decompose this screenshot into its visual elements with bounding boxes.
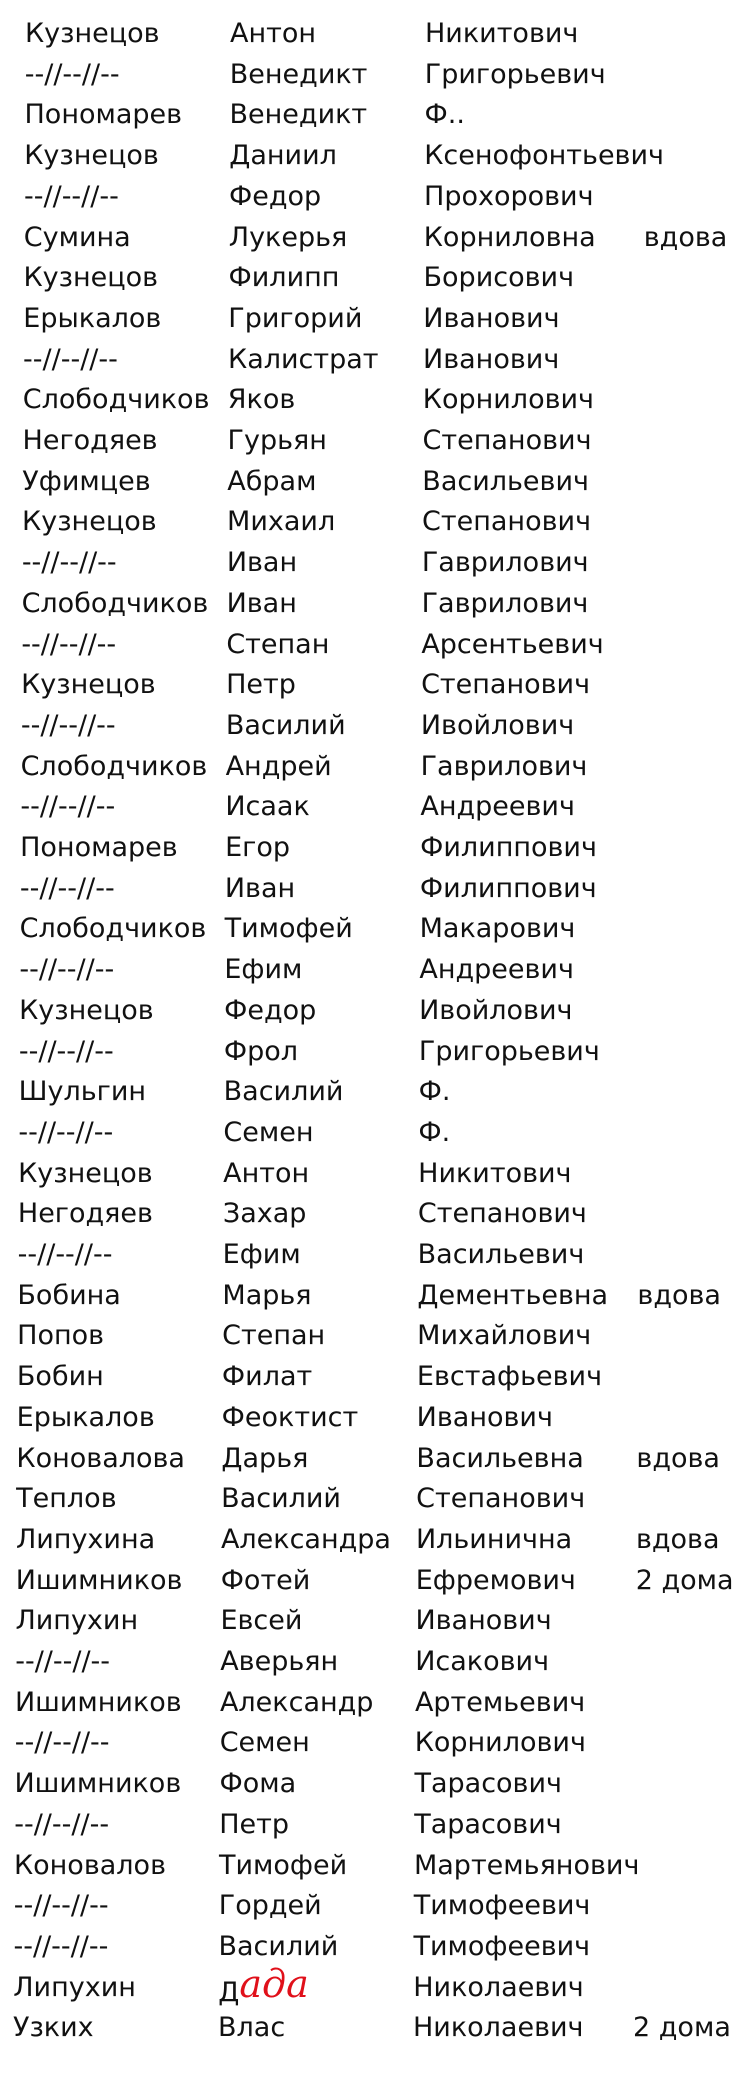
surname-cell: Теплов <box>16 1483 117 1515</box>
surname-cell: Шульгин <box>18 1076 147 1108</box>
list-row <box>19 1072 750 1112</box>
patronymic-cell: Гаврилович <box>421 547 589 579</box>
given-name-text: Фрол <box>223 1035 299 1067</box>
given-name-cell <box>226 706 346 746</box>
surname-cell: --//--//-- <box>13 1930 109 1962</box>
patronymic-cell: Иванович <box>423 343 560 375</box>
given-name-cell <box>224 950 302 990</box>
note-cell: вдова <box>635 1523 720 1555</box>
list-row <box>24 136 750 176</box>
given-name-cell <box>226 665 296 705</box>
given-name-text: Григорий <box>228 302 363 334</box>
list-row <box>17 1398 750 1438</box>
given-name-text: Даниил <box>229 140 337 172</box>
given-name-text: Иван <box>224 872 296 904</box>
surname-cell: Пономарев <box>24 99 183 131</box>
list-row <box>18 1113 750 1153</box>
surname-cell: --//--//-- <box>14 1727 110 1759</box>
given-name-cell <box>226 625 329 665</box>
given-name-text: Гурьян <box>227 425 327 456</box>
handwritten-correction: ада <box>239 1961 309 2006</box>
given-name-text: Аверьян <box>220 1646 339 1677</box>
surname-cell: Кузнецов <box>18 1157 153 1189</box>
surname-cell: --//--//-- <box>13 1890 109 1922</box>
given-name-text: Степан <box>222 1320 326 1352</box>
given-name-cell <box>221 1479 341 1519</box>
given-name-cell <box>224 1072 344 1112</box>
surname-cell: Бобин <box>16 1361 104 1393</box>
given-name-cell <box>222 1276 311 1316</box>
given-name-cell <box>220 1683 374 1723</box>
given-name-text: Фома <box>219 1768 297 1800</box>
patronymic-cell: Тимофеевич <box>413 1930 591 1962</box>
list-row <box>14 1764 750 1804</box>
patronymic-cell: Григорьевич <box>424 58 606 90</box>
list-row <box>14 1886 750 1926</box>
patronymic-cell: Тарасович <box>414 1808 562 1840</box>
surname-cell: Липухин <box>13 1971 136 2003</box>
list-row <box>13 1961 750 2008</box>
list-row <box>23 340 750 380</box>
list-row <box>15 1642 750 1682</box>
given-name-cell <box>222 1398 359 1438</box>
given-name-text: Андрей <box>225 750 332 782</box>
surname-cell: --//--//-- <box>21 547 117 579</box>
patronymic-cell: Степанович <box>417 1198 587 1230</box>
given-name-text: Василий <box>223 1076 344 1108</box>
given-name-cell <box>222 1316 325 1356</box>
patronymic-cell: Степанович <box>422 506 592 538</box>
given-name-text: Василий <box>225 709 346 741</box>
list-row <box>16 1561 750 1601</box>
patronymic-cell: Артемьевич <box>414 1686 586 1718</box>
patronymic-cell: Ивойлович <box>420 709 575 741</box>
patronymic-cell: Иванович <box>423 302 560 334</box>
given-name-cell <box>224 991 316 1031</box>
given-name-cell <box>225 869 295 909</box>
given-name-text: Степан <box>226 628 330 660</box>
patronymic-cell: Васильевич <box>422 465 589 497</box>
surname-cell: Коновалова <box>16 1442 185 1474</box>
list-row <box>14 1805 750 1845</box>
surname-cell: --//--//-- <box>19 954 115 986</box>
given-name-text: Яков <box>227 384 296 416</box>
given-name-text: Лукерья <box>228 221 348 253</box>
list-row <box>25 95 750 135</box>
list-row <box>21 665 750 705</box>
given-name-text: Филат <box>221 1361 313 1393</box>
list-row <box>19 950 750 990</box>
given-name-cell <box>220 1601 302 1641</box>
given-name-cell <box>219 1846 347 1886</box>
list-row <box>21 625 750 665</box>
given-name-text: Антон <box>223 1157 310 1189</box>
patronymic-cell: Ильинична <box>415 1523 573 1555</box>
list-row <box>23 380 750 420</box>
surname-cell: Ишимников <box>15 1564 183 1596</box>
patronymic-cell: Степанович <box>422 425 592 456</box>
list-row <box>25 14 750 54</box>
surname-cell: Бобина <box>17 1279 121 1311</box>
given-name-cell <box>227 502 335 542</box>
surname-cell: Попов <box>17 1320 105 1352</box>
list-row <box>25 55 750 95</box>
surname-cell: Кузнецов <box>19 994 154 1026</box>
patronymic-cell: Ф. <box>418 1076 451 1108</box>
given-name-cell <box>230 14 316 54</box>
patronymic-cell: Никитович <box>425 18 579 49</box>
list-row <box>13 1927 750 1967</box>
list-row <box>19 1032 750 1072</box>
given-name-text: Д <box>218 1976 240 2008</box>
list-row <box>17 1276 750 1316</box>
surname-cell: Кузнецов <box>25 18 160 49</box>
given-name-text: Александра <box>220 1523 391 1555</box>
patronymic-cell: Васильевна <box>416 1442 584 1474</box>
surname-cell: Узких <box>13 2012 94 2044</box>
note-cell: 2 дома <box>635 1564 734 1596</box>
patronymic-cell: Корнилович <box>422 384 594 416</box>
given-name-text: Венедикт <box>229 58 368 90</box>
given-name-text: Тимофей <box>224 913 353 945</box>
given-name-cell <box>220 1723 310 1763</box>
given-name-text: Иван <box>226 547 298 579</box>
list-row <box>19 991 750 1031</box>
list-row <box>18 1194 750 1234</box>
patronymic-cell: Андреевич <box>419 954 574 986</box>
surname-cell: --//--//-- <box>14 1808 110 1840</box>
note-cell: вдова <box>636 1442 720 1474</box>
given-name-text: Венедикт <box>229 99 368 131</box>
given-name-text: Федор <box>224 994 317 1026</box>
patronymic-cell: Андреевич <box>420 791 575 823</box>
list-row <box>23 421 750 461</box>
given-name-text: Семен <box>219 1727 310 1759</box>
surname-cell: --//--//-- <box>20 791 116 823</box>
patronymic-cell: Иванович <box>416 1401 553 1433</box>
given-name-text: Исаак <box>225 791 310 823</box>
given-name-cell <box>219 1886 322 1926</box>
given-name-text: Гордей <box>218 1890 322 1922</box>
given-name-cell <box>226 747 332 787</box>
patronymic-cell: Григорьевич <box>418 1035 600 1067</box>
surname-cell: --//--//-- <box>19 872 115 904</box>
list-row <box>16 1439 750 1479</box>
given-name-cell <box>223 1113 313 1153</box>
list-row <box>16 1479 750 1519</box>
patronymic-cell: Дементьевна <box>417 1279 609 1311</box>
patronymic-cell: Ефремович <box>415 1564 576 1596</box>
list-row <box>24 218 750 258</box>
patronymic-cell: Прохорович <box>424 180 594 212</box>
patronymic-cell: Корниловна <box>423 221 596 253</box>
patronymic-cell: Филиппович <box>420 832 597 863</box>
given-name-text: Антон <box>230 18 317 49</box>
list-row <box>20 909 750 949</box>
surname-cell: Липухина <box>15 1523 156 1555</box>
given-name-text: Василий <box>221 1483 341 1515</box>
given-name-text: Калистрат <box>228 343 379 375</box>
surname-cell: Ишимников <box>14 1686 182 1718</box>
note-cell: 2 дома <box>633 2012 731 2044</box>
given-name-text: Феоктист <box>221 1401 359 1433</box>
list-row <box>18 1154 750 1194</box>
patronymic-cell: Тимофеевич <box>413 1890 591 1922</box>
given-name-cell <box>228 421 327 461</box>
list-row <box>22 584 750 624</box>
surname-cell: Слободчиков <box>19 913 207 945</box>
patronymic-cell: Николаевич <box>413 1971 584 2003</box>
given-name-cell <box>225 787 309 827</box>
given-name-cell <box>219 1805 289 1845</box>
list-row <box>14 1846 750 1886</box>
given-name-text: Семен <box>223 1116 314 1148</box>
given-name-cell <box>221 1520 391 1560</box>
given-name-text: Филипп <box>228 262 340 294</box>
patronymic-cell: Ф. <box>418 1116 451 1148</box>
given-name-cell <box>218 1927 338 1967</box>
surname-cell: --//--//-- <box>24 58 120 90</box>
list-row <box>13 2008 750 2048</box>
given-name-cell <box>218 1961 309 2013</box>
surname-cell: Кузнецов <box>22 506 157 538</box>
list-row <box>15 1723 750 1763</box>
list-row <box>24 258 750 298</box>
patronymic-cell: Никитович <box>418 1157 572 1189</box>
surname-cell: Липухин <box>15 1605 139 1637</box>
surname-cell: Кузнецов <box>21 669 156 701</box>
surname-cell: Ишимников <box>14 1768 182 1800</box>
given-name-cell <box>220 1642 338 1682</box>
surname-cell: --//--//-- <box>18 1035 114 1067</box>
given-name-cell <box>221 1439 308 1479</box>
given-name-text: Тимофей <box>218 1849 348 1881</box>
given-name-cell <box>224 1032 298 1072</box>
given-name-cell <box>222 1357 312 1397</box>
given-name-cell <box>229 218 348 258</box>
given-name-text: Егор <box>225 832 290 863</box>
given-name-text: Дарья <box>221 1442 309 1474</box>
list-row <box>15 1601 750 1641</box>
given-name-cell <box>223 1235 301 1275</box>
patronymic-cell: Степанович <box>421 669 591 701</box>
given-name-cell <box>227 543 297 583</box>
given-name-cell <box>228 340 379 380</box>
surname-cell: Слободчиков <box>22 384 210 416</box>
surname-cell: Коновалов <box>13 1849 166 1881</box>
given-name-text: Александр <box>219 1686 374 1718</box>
given-name-cell <box>227 462 316 502</box>
list-row <box>20 869 750 909</box>
surname-cell: Пономарев <box>20 832 178 863</box>
surname-cell: Уфимцев <box>22 465 151 497</box>
patronymic-cell: Николаевич <box>413 2012 584 2044</box>
patronymic-cell: Корнилович <box>414 1727 586 1759</box>
given-name-text: Влас <box>218 2012 286 2044</box>
given-name-text: Михаил <box>227 506 336 538</box>
note-cell: вдова <box>643 221 728 253</box>
list-row <box>22 502 750 542</box>
given-name-cell <box>218 2008 285 2048</box>
patronymic-cell: Степанович <box>416 1483 586 1515</box>
patronymic-cell: Исакович <box>415 1646 550 1677</box>
list-row <box>21 706 750 746</box>
list-row <box>17 1316 750 1356</box>
given-name-cell <box>230 55 368 95</box>
patronymic-cell: Арсентьевич <box>421 628 604 660</box>
given-name-cell <box>228 299 362 339</box>
given-name-text: Петр <box>226 669 296 701</box>
surname-cell: Слободчиков <box>21 587 209 619</box>
surname-cell: --//--//-- <box>24 180 119 212</box>
surname-cell: Ерыкалов <box>16 1401 155 1433</box>
surname-cell: Негодяев <box>17 1198 153 1230</box>
given-name-cell <box>229 136 337 176</box>
surname-cell: Сумина <box>23 221 131 253</box>
list-row <box>23 299 750 339</box>
patronymic-cell: Михайлович <box>417 1320 592 1352</box>
given-name-cell <box>221 1561 311 1601</box>
given-name-text: Федор <box>229 180 322 212</box>
given-name-text: Евсей <box>220 1605 303 1637</box>
given-name-cell <box>229 258 340 298</box>
given-name-cell <box>229 177 321 217</box>
given-name-text: Фотей <box>220 1564 311 1596</box>
given-name-cell <box>223 1194 307 1234</box>
list-row <box>24 177 750 217</box>
surname-cell: Кузнецов <box>24 140 159 172</box>
list-row <box>18 1235 750 1275</box>
list-row <box>22 543 750 583</box>
patronymic-cell: Борисович <box>423 262 575 294</box>
given-name-cell <box>228 380 296 420</box>
surname-cell: --//--//-- <box>20 709 116 741</box>
list-row <box>17 1357 750 1397</box>
patronymic-cell: Евстафьевич <box>416 1361 603 1393</box>
given-name-cell <box>227 584 297 624</box>
given-name-cell <box>225 909 353 949</box>
patronymic-cell: Гаврилович <box>420 750 588 782</box>
given-name-cell <box>225 828 290 868</box>
patronymic-cell: Ксенофонтьевич <box>424 140 664 172</box>
given-name-text: Ефим <box>224 954 303 986</box>
surname-cell: --//--//-- <box>17 1239 113 1270</box>
surname-cell: Негодяев <box>22 425 158 456</box>
list-row <box>20 828 750 868</box>
surname-cell: --//--//-- <box>23 343 118 375</box>
list-row <box>22 462 750 502</box>
surname-cell: --//--//-- <box>15 1646 111 1677</box>
given-name-cell <box>223 1154 309 1194</box>
given-name-text: Ефим <box>222 1239 301 1270</box>
surname-cell: Слободчиков <box>20 750 208 782</box>
surname-cell: Кузнецов <box>23 262 159 294</box>
patronymic-cell: Ивойлович <box>419 994 573 1026</box>
given-name-text: Иван <box>226 587 297 619</box>
given-name-text: Петр <box>219 1808 289 1840</box>
patronymic-cell: Филиппович <box>419 872 597 904</box>
patronymic-cell: Тарасович <box>414 1768 562 1800</box>
patronymic-cell: Иванович <box>415 1605 552 1637</box>
patronymic-cell: Гаврилович <box>421 587 589 619</box>
list-row <box>21 747 750 787</box>
patronymic-cell: Васильевич <box>417 1239 585 1270</box>
patronymic-cell: Ф.. <box>424 99 465 131</box>
list-row <box>20 787 750 827</box>
surname-cell: --//--//-- <box>18 1116 114 1148</box>
patronymic-cell: Макарович <box>419 913 576 945</box>
list-row <box>15 1683 750 1723</box>
surname-cell: --//--//-- <box>21 628 117 660</box>
given-name-text: Абрам <box>227 465 317 497</box>
note-cell: вдова <box>637 1279 721 1311</box>
list-row <box>16 1520 750 1560</box>
patronymic-cell: Мартемьянович <box>413 1849 640 1881</box>
given-name-text: Захар <box>222 1198 307 1230</box>
given-name-cell <box>230 95 368 135</box>
given-name-cell <box>219 1764 296 1804</box>
given-name-text: Марья <box>222 1279 312 1311</box>
given-name-text: Василий <box>218 1930 339 1962</box>
surname-cell: Ерыкалов <box>23 302 162 334</box>
